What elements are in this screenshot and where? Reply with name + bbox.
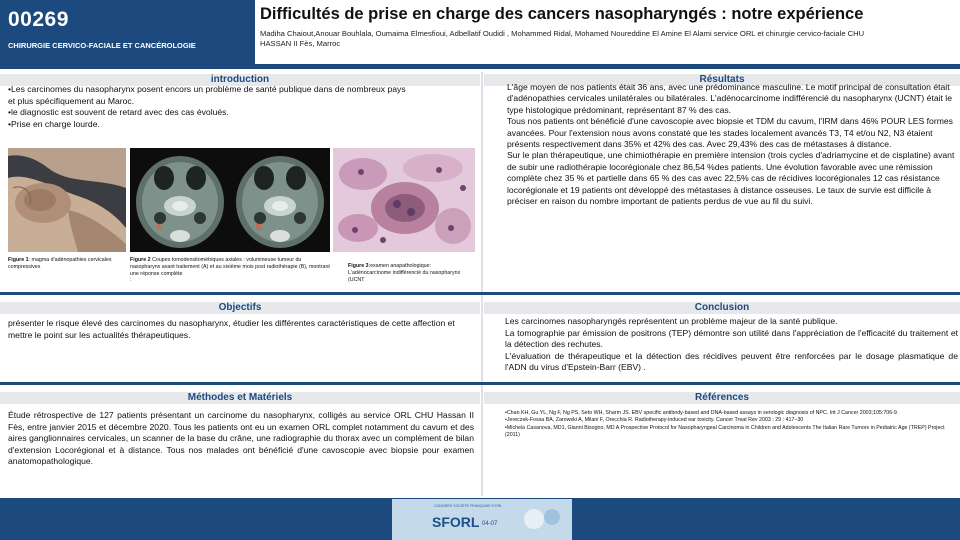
poster-title: Difficultés de prise en charge des cancers nasopharyngés : notre expérience [260,5,864,23]
conclusion-text [505,316,958,374]
column-divider [481,72,483,496]
intro-line-1: •Les carcinomes du nasopharynx posent encors un problème de santé publique dans de nombreux pays [8,84,406,94]
figure-2-caption [130,257,330,284]
department-label: CHIRURGIE CERVICO-FACIALE ET CANCÉROLOGIE [8,41,196,50]
conclusion-paragraph-3: L'évaluation de thérapeutique et la détection des récidives peuvent être renforcées par le dosage plasmatique de l'ADN du virus d'Epstein-Barr (EBV) . [505,350,958,373]
figure-2-label: Figure 2 [130,257,151,263]
intro-line-2: et plus spécifiquement au Maroc. [8,95,135,106]
conclusion-heading: Conclusion [694,302,750,313]
section-band-1 [0,292,960,295]
figure-2-extra: : [130,277,132,284]
conclusion-paragraph-1: Les carcinomes nasopharyngés représentent un problème majeur de la santé publique. [505,316,838,326]
reference-item: •Chan KH, Gu YL, Ng F, Ng PS, Seto WH, Sharm JS. EBV specific antibody-based and DNA-based assays in serologic diagnosis of NPC. Int J Cancer 2003;105:706-9. [505,410,899,416]
ct-label-b: B [256,223,262,232]
references-heading: Références [695,392,749,403]
methodes-heading: Méthodes et Matériels [187,392,293,403]
objectifs-heading: Objectifs [218,302,262,313]
figure-1-caption [8,257,120,271]
ct-scan-b [236,156,324,248]
header-rule [0,64,960,69]
authors-line-2: HASSAN II Fès, Marroc [260,39,341,48]
methodes-text: Étude rétrospective de 127 patients présentant un carcinome du nasopharynx, colligés au service ORL CHU Hassan II Fès, entre janvier 2015 et décembre 2020. Tous les patients ont eu un examen ORL complet notamment du cavum et des aires ganglionnaires cervicales, un scanner de la base du crâne, une radiographie du thorax avec un complément de bilan d'extension Locorégional et à distance. Tous nos malades ont bénéficié d'une cavoscopie avec biopsie pour examen anatomopathologique. [8,410,474,467]
ct-scan-a [136,156,224,248]
ct-label-a: A [156,223,162,232]
resultats-heading: Résultats [699,74,745,85]
figure-2-image [130,148,330,252]
logo-small-text: CONGRÈS SOCIÉTÉ FRANÇAISE D'ORL [434,504,503,508]
authors [260,29,950,49]
intro-line-4: •Prise en charge lourde. [8,118,100,129]
resultats-paragraph-1: L'âge moyen de nos patients était 36 ans, avec une prédominance masculine. Le motif principal de consultation était d'adénopathies cervicales unilatérales ou bilatérales. L'adénocarcinome indifférencié du nasopharynx (UCNT) était le type histologique prédominant, représentant 87 % des cas. [507,82,952,115]
figure-3-label: Figure 3 [348,263,369,269]
figure-1-text: : magma d'adénopathies cervicales compressives [8,257,112,270]
section-band-2 [0,382,960,385]
figure-1-label: Figure 1 [8,257,29,263]
introduction-heading: introduction [210,74,270,85]
poster-id: 00269 [8,8,69,31]
resultats-paragraph-3: Sur le plan thérapeutique, une chimiothérapie en première intension (trois cycles d'adriamycine et de cisplatine) avant de subir une radiothérapie locorégionale chez 86,54 %des patients. Une évolution favorable avec une rémission complète chez 35 % et partielle dans 65 % des cas avec 22,5% cas de récidives locorégionales 12 cas résistance locorégionale et 19 patients ont développé des métastases à distance osseuses. Le taux de survie est difficile à préciser en raison du nombre important de patients perdus de vue au fil du suivi. [507,150,955,207]
logo-text: SFORL [432,514,480,530]
header-id-block [0,0,255,64]
figure-3-image [333,148,475,252]
sforl-logo [392,499,572,540]
figure-2-text: Coupes tomodensitométriques axiales : volumineuse tumeur du nasopharynx avant traitement (A) et au sixième mois post radiothérapie (B), montrant une réponse complète [130,257,330,277]
reference-item: •Jereczek-Fossa BA, Zarowski A, Milani F, Orecchia R. Radiotherapy-induced ear toxicity. Cancer Treat Rev 2003 ; 29 : 417–30 [505,417,804,424]
figure-3-caption [348,263,468,283]
conclusion-paragraph-2: La tomographie par émission de positrons (TEP) démontre son utilité dans l'appréciation de l'efficacité du traitement et la détection des rechutes. [505,327,958,350]
references-list [505,410,953,440]
header-title-block [255,0,960,64]
authors-line-1: Madiha Chaiout,Anouar Bouhlala, Oumaima Elmesfioui, Adbellatif Oudidi , Mohammed Ridal, Mohamed Noureddine El Amine El Alami service ORL et chirurgie cervico-faciale CHU [260,29,865,38]
objectifs-text: présenter le risque élevé des carcinomes du nasopharynx, étudier les différentes caractéristiques de cette affection et mettre le point sur les actualités thérapeutiques. [8,318,455,340]
intro-line-3: •le diagnostic est souvent de retard avec des cas évolués. [8,107,229,118]
introduction-text [8,84,478,130]
figure-1-image [8,148,126,252]
resultats-text [507,82,955,207]
resultats-paragraph-2: Tous nos patients ont bénéficié d'une cavoscopie avec biopsie et TDM du cavum, l'IRM dans 46% POUR LES formes avancées. Pour l'extension nous avons constaté que les stades localement avancés T3, T4 et/ou N2, N3 étaient présents respectivement dans 35% et 42% des cas. Avec 29,43% des cas de métastases à distance. [507,116,953,150]
figure-3-text: :examen anapathologique: L'adénocarcinome indifférencié du nasopharynx (UCNT [348,263,461,283]
reference-item: •Michela Casanova, MD1, Gianni Bisogno, MD A Prospective Protocol for Nasopharyngeal Carcinoma in Children and Adolescents The Italian Rare Tumors in Pediatric Age (TREP) Project (2011) [505,424,945,439]
logo-date: 04-07 [482,521,498,527]
